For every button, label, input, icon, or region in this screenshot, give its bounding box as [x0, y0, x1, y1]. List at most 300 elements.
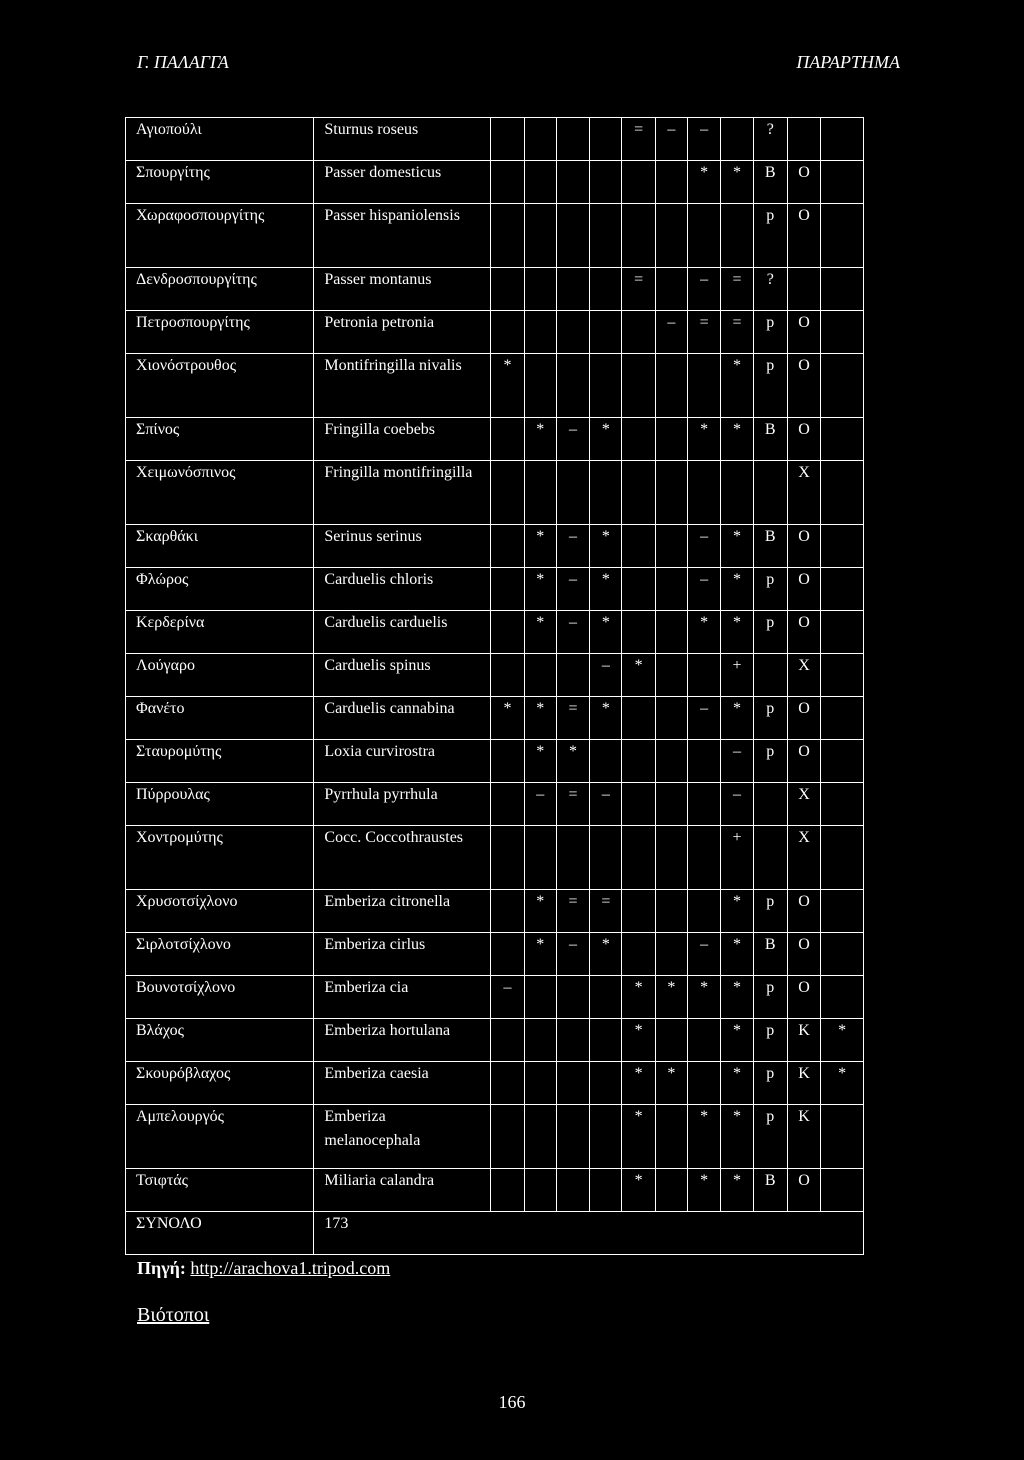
status-cell: * — [590, 697, 622, 740]
status-cell — [491, 1019, 524, 1062]
common-name-cell: Φανέτο — [126, 697, 314, 740]
common-name-cell: Χειμωνόσπινος — [126, 461, 314, 525]
scientific-name-cell: Emberiza hortulana — [314, 1019, 491, 1062]
status-cell: * — [655, 976, 687, 1019]
status-cell: * — [491, 354, 524, 418]
status-cell — [622, 354, 655, 418]
status-cell — [721, 118, 753, 161]
status-cell: O — [787, 611, 820, 654]
status-cell: * — [524, 568, 556, 611]
scientific-name-cell: Emberiza caesia — [314, 1062, 491, 1105]
status-cell — [821, 418, 864, 461]
source-label: Πηγή: — [137, 1258, 186, 1278]
status-cell — [491, 461, 524, 525]
scientific-name-cell: Fringilla montifringilla — [314, 461, 491, 525]
status-cell: p — [753, 890, 787, 933]
status-cell: – — [655, 311, 687, 354]
status-cell — [655, 418, 687, 461]
common-name-cell: Σπουργίτης — [126, 161, 314, 204]
page-number: 166 — [498, 1392, 526, 1412]
status-cell: O — [787, 1169, 820, 1212]
status-cell — [655, 890, 687, 933]
status-cell — [590, 354, 622, 418]
status-cell — [622, 204, 655, 268]
scientific-name-cell: Loxia curvirostra — [314, 740, 491, 783]
status-cell: * — [622, 654, 655, 697]
status-cell: * — [622, 1105, 655, 1169]
status-cell: B — [753, 161, 787, 204]
table-row — [126, 826, 864, 890]
status-cell — [655, 783, 687, 826]
status-cell: – — [655, 118, 687, 161]
status-cell — [622, 611, 655, 654]
status-cell: O — [787, 311, 820, 354]
table-row — [126, 890, 864, 933]
status-cell: * — [688, 976, 721, 1019]
status-cell — [590, 461, 622, 525]
common-name-cell: Σταυρομύτης — [126, 740, 314, 783]
status-cell: – — [556, 611, 589, 654]
status-cell — [821, 118, 864, 161]
status-cell — [556, 311, 589, 354]
status-cell — [821, 611, 864, 654]
status-cell: ? — [753, 268, 787, 311]
status-cell — [622, 783, 655, 826]
status-cell: O — [787, 740, 820, 783]
scientific-name-cell: Emberiza cirlus — [314, 933, 491, 976]
status-cell — [524, 268, 556, 311]
status-cell: O — [787, 568, 820, 611]
status-cell: X — [787, 461, 820, 525]
status-cell — [787, 268, 820, 311]
scientific-name-cell: Emberiza melanocephala — [314, 1105, 491, 1169]
status-cell — [556, 461, 589, 525]
status-cell — [590, 268, 622, 311]
status-cell: – — [524, 783, 556, 826]
table-row — [126, 354, 864, 418]
status-cell — [556, 268, 589, 311]
scientific-name-cell: Petronia petronia — [314, 311, 491, 354]
status-cell — [491, 418, 524, 461]
status-cell: * — [721, 933, 753, 976]
status-cell: – — [556, 418, 589, 461]
common-name-cell: Χρυσοτσίχλονο — [126, 890, 314, 933]
status-cell: * — [622, 1019, 655, 1062]
status-cell — [491, 568, 524, 611]
scientific-name-cell: Emberiza cia — [314, 976, 491, 1019]
status-cell: O — [787, 525, 820, 568]
status-cell: O — [787, 976, 820, 1019]
status-cell: p — [753, 611, 787, 654]
status-cell — [590, 161, 622, 204]
status-cell: – — [556, 568, 589, 611]
status-cell: * — [688, 1105, 721, 1169]
status-cell — [491, 525, 524, 568]
common-name-cell: Σιρλοτσίχλονο — [126, 933, 314, 976]
status-cell — [590, 311, 622, 354]
status-cell — [821, 354, 864, 418]
status-cell: p — [753, 568, 787, 611]
status-cell: * — [721, 890, 753, 933]
status-cell — [524, 1105, 556, 1169]
status-cell — [655, 826, 687, 890]
status-cell — [622, 568, 655, 611]
status-cell: p — [753, 354, 787, 418]
status-cell: = — [556, 890, 589, 933]
status-cell — [655, 161, 687, 204]
status-cell — [655, 461, 687, 525]
status-cell: p — [753, 204, 787, 268]
status-cell — [622, 933, 655, 976]
common-name-cell: Χοντρομύτης — [126, 826, 314, 890]
status-cell — [590, 1105, 622, 1169]
status-cell — [622, 826, 655, 890]
status-cell — [821, 1169, 864, 1212]
status-cell: – — [688, 697, 721, 740]
table-row — [126, 933, 864, 976]
scientific-name-cell: Carduelis carduelis — [314, 611, 491, 654]
status-cell: p — [753, 740, 787, 783]
status-cell — [821, 161, 864, 204]
status-cell: – — [556, 525, 589, 568]
status-cell: – — [721, 740, 753, 783]
status-cell: * — [821, 1019, 864, 1062]
status-cell — [688, 1019, 721, 1062]
status-cell — [491, 826, 524, 890]
table-row — [126, 740, 864, 783]
status-cell — [655, 268, 687, 311]
status-cell: – — [688, 933, 721, 976]
status-cell: B — [753, 1169, 787, 1212]
status-cell — [524, 461, 556, 525]
status-cell: * — [524, 611, 556, 654]
table-row — [126, 311, 864, 354]
status-cell: K — [787, 1019, 820, 1062]
status-cell: * — [524, 890, 556, 933]
status-cell: p — [753, 1062, 787, 1105]
status-cell: = — [622, 268, 655, 311]
status-cell — [491, 268, 524, 311]
table-row — [126, 697, 864, 740]
status-cell — [688, 783, 721, 826]
status-cell: K — [787, 1062, 820, 1105]
status-cell: p — [753, 311, 787, 354]
status-cell: – — [688, 118, 721, 161]
status-cell: * — [524, 697, 556, 740]
common-name-cell: Λούγαρο — [126, 654, 314, 697]
status-cell — [655, 654, 687, 697]
status-cell — [655, 525, 687, 568]
status-cell — [524, 311, 556, 354]
status-cell: – — [688, 525, 721, 568]
status-cell: * — [688, 418, 721, 461]
scientific-name-cell: Carduelis spinus — [314, 654, 491, 697]
status-cell: * — [590, 418, 622, 461]
status-cell: * — [590, 611, 622, 654]
scientific-name-cell: Passer montanus — [314, 268, 491, 311]
status-cell: * — [721, 1062, 753, 1105]
status-cell — [556, 976, 589, 1019]
table-row — [126, 268, 864, 311]
status-cell: O — [787, 354, 820, 418]
table-row — [126, 611, 864, 654]
status-cell — [688, 740, 721, 783]
status-cell: = — [590, 890, 622, 933]
status-cell — [524, 204, 556, 268]
table-row — [126, 161, 864, 204]
status-cell — [655, 740, 687, 783]
status-cell — [821, 268, 864, 311]
status-cell — [491, 1169, 524, 1212]
status-cell — [721, 204, 753, 268]
status-cell — [753, 461, 787, 525]
status-cell — [556, 1019, 589, 1062]
status-cell: – — [590, 783, 622, 826]
total-value: 173 — [314, 1212, 864, 1255]
status-cell — [590, 1019, 622, 1062]
table-row — [126, 1019, 864, 1062]
status-cell: * — [524, 525, 556, 568]
status-cell — [556, 161, 589, 204]
status-cell — [821, 654, 864, 697]
status-cell — [655, 1105, 687, 1169]
status-cell — [556, 1062, 589, 1105]
status-cell — [688, 890, 721, 933]
status-cell — [821, 933, 864, 976]
status-cell — [821, 697, 864, 740]
common-name-cell: Πετροσπουργίτης — [126, 311, 314, 354]
common-name-cell: Φλώρος — [126, 568, 314, 611]
status-cell — [753, 826, 787, 890]
status-cell: O — [787, 204, 820, 268]
status-cell — [524, 354, 556, 418]
status-cell: p — [753, 1019, 787, 1062]
status-cell: = — [556, 697, 589, 740]
status-cell — [821, 826, 864, 890]
status-cell — [491, 311, 524, 354]
table-row — [126, 461, 864, 525]
status-cell: p — [753, 1105, 787, 1169]
status-cell: * — [721, 525, 753, 568]
status-cell: = — [622, 118, 655, 161]
status-cell — [491, 890, 524, 933]
scientific-name-cell: Carduelis cannabina — [314, 697, 491, 740]
status-cell — [821, 890, 864, 933]
status-cell — [688, 654, 721, 697]
status-cell: * — [688, 611, 721, 654]
status-cell: * — [622, 1062, 655, 1105]
status-cell: * — [721, 611, 753, 654]
status-cell — [590, 204, 622, 268]
status-cell — [688, 826, 721, 890]
scientific-name-cell: Passer hispaniolensis — [314, 204, 491, 268]
status-cell: * — [721, 1169, 753, 1212]
bird-species-table — [125, 117, 864, 1255]
status-cell: ? — [753, 118, 787, 161]
status-cell — [821, 204, 864, 268]
status-cell — [622, 697, 655, 740]
status-cell — [524, 1062, 556, 1105]
status-cell — [590, 826, 622, 890]
status-cell: * — [821, 1062, 864, 1105]
scientific-name-cell: Miliaria calandra — [314, 1169, 491, 1212]
status-cell: K — [787, 1105, 820, 1169]
header-author: Γ. ΠΑΛΑΓΓΑ — [137, 52, 229, 72]
status-cell — [556, 826, 589, 890]
table-row — [126, 976, 864, 1019]
status-cell — [622, 311, 655, 354]
status-cell — [524, 654, 556, 697]
status-cell — [655, 1019, 687, 1062]
table-row — [126, 1105, 864, 1169]
status-cell: * — [721, 976, 753, 1019]
status-cell — [491, 161, 524, 204]
status-cell: – — [491, 976, 524, 1019]
status-cell: = — [721, 311, 753, 354]
header-section: ΠΑΡΑΡΤΗΜΑ — [796, 52, 900, 72]
status-cell: O — [787, 418, 820, 461]
scientific-name-cell: Carduelis chloris — [314, 568, 491, 611]
status-cell: B — [753, 525, 787, 568]
scientific-name-cell: Emberiza citronella — [314, 890, 491, 933]
common-name-cell: Δενδροσπουργίτης — [126, 268, 314, 311]
table-row — [126, 654, 864, 697]
status-cell: * — [655, 1062, 687, 1105]
status-cell — [556, 1169, 589, 1212]
scientific-name-cell: Pyrrhula pyrrhula — [314, 783, 491, 826]
table-row — [126, 525, 864, 568]
status-cell: * — [721, 161, 753, 204]
common-name-cell: Χιονόστρουθος — [126, 354, 314, 418]
scientific-name-cell: Cocc. Coccothraustes — [314, 826, 491, 890]
status-cell — [655, 697, 687, 740]
status-cell: B — [753, 418, 787, 461]
status-cell: – — [688, 268, 721, 311]
status-cell — [491, 740, 524, 783]
status-cell — [821, 568, 864, 611]
status-cell: * — [622, 976, 655, 1019]
status-cell — [524, 118, 556, 161]
status-cell — [787, 118, 820, 161]
status-cell — [590, 118, 622, 161]
status-cell — [821, 1105, 864, 1169]
status-cell: * — [590, 568, 622, 611]
status-cell — [655, 204, 687, 268]
status-cell — [524, 161, 556, 204]
status-cell — [524, 826, 556, 890]
status-cell — [491, 1105, 524, 1169]
scientific-name-cell: Serinus serinus — [314, 525, 491, 568]
status-cell — [753, 654, 787, 697]
status-cell — [821, 783, 864, 826]
status-cell — [622, 740, 655, 783]
status-cell — [556, 354, 589, 418]
source-link[interactable]: http://arachova1.tripod.com — [190, 1258, 391, 1278]
status-cell: * — [590, 525, 622, 568]
status-cell — [821, 976, 864, 1019]
status-cell — [491, 933, 524, 976]
status-cell: O — [787, 161, 820, 204]
status-cell — [655, 933, 687, 976]
total-row — [126, 1212, 864, 1255]
status-cell — [688, 461, 721, 525]
status-cell — [655, 354, 687, 418]
status-cell — [753, 783, 787, 826]
status-cell — [688, 1062, 721, 1105]
status-cell: = — [721, 268, 753, 311]
status-cell — [622, 161, 655, 204]
status-cell: O — [787, 933, 820, 976]
common-name-cell: Χωραφοσπουργίτης — [126, 204, 314, 268]
common-name-cell: Σκουρόβλαχος — [126, 1062, 314, 1105]
status-cell: X — [787, 783, 820, 826]
table-row — [126, 568, 864, 611]
status-cell: * — [590, 933, 622, 976]
table-row — [126, 118, 864, 161]
status-cell — [491, 118, 524, 161]
table-row — [126, 204, 864, 268]
common-name-cell: Πύρρουλας — [126, 783, 314, 826]
status-cell: – — [556, 933, 589, 976]
status-cell — [590, 740, 622, 783]
status-cell — [556, 654, 589, 697]
status-cell — [491, 611, 524, 654]
status-cell: * — [524, 418, 556, 461]
status-cell — [524, 1169, 556, 1212]
common-name-cell: Αμπελουργός — [126, 1105, 314, 1169]
status-cell — [524, 1019, 556, 1062]
status-cell — [622, 418, 655, 461]
table-row — [126, 1062, 864, 1105]
table-row — [126, 783, 864, 826]
status-cell: – — [721, 783, 753, 826]
status-cell: – — [688, 568, 721, 611]
status-cell: * — [688, 1169, 721, 1212]
biotopoi-heading[interactable]: Βιότοποι — [137, 1304, 210, 1326]
status-cell: + — [721, 654, 753, 697]
status-cell: X — [787, 654, 820, 697]
status-cell — [821, 740, 864, 783]
status-cell: p — [753, 976, 787, 1019]
common-name-cell: Κερδερίνα — [126, 611, 314, 654]
status-cell — [821, 525, 864, 568]
common-name-cell: Τσιφτάς — [126, 1169, 314, 1212]
status-cell: * — [524, 740, 556, 783]
status-cell — [655, 568, 687, 611]
status-cell — [590, 976, 622, 1019]
source-line — [137, 1258, 390, 1279]
scientific-name-cell: Passer domesticus — [314, 161, 491, 204]
status-cell — [821, 461, 864, 525]
status-cell — [655, 1169, 687, 1212]
status-cell: * — [721, 1019, 753, 1062]
status-cell: * — [556, 740, 589, 783]
status-cell: O — [787, 697, 820, 740]
common-name-cell: Σπίνος — [126, 418, 314, 461]
table-row — [126, 418, 864, 461]
status-cell — [491, 204, 524, 268]
status-cell — [491, 1062, 524, 1105]
status-cell: * — [524, 933, 556, 976]
status-cell: X — [787, 826, 820, 890]
status-cell: * — [721, 418, 753, 461]
status-cell: B — [753, 933, 787, 976]
status-cell — [622, 461, 655, 525]
status-cell — [524, 976, 556, 1019]
common-name-cell: Βουνοτσίχλονο — [126, 976, 314, 1019]
status-cell: * — [491, 697, 524, 740]
status-cell — [590, 1062, 622, 1105]
